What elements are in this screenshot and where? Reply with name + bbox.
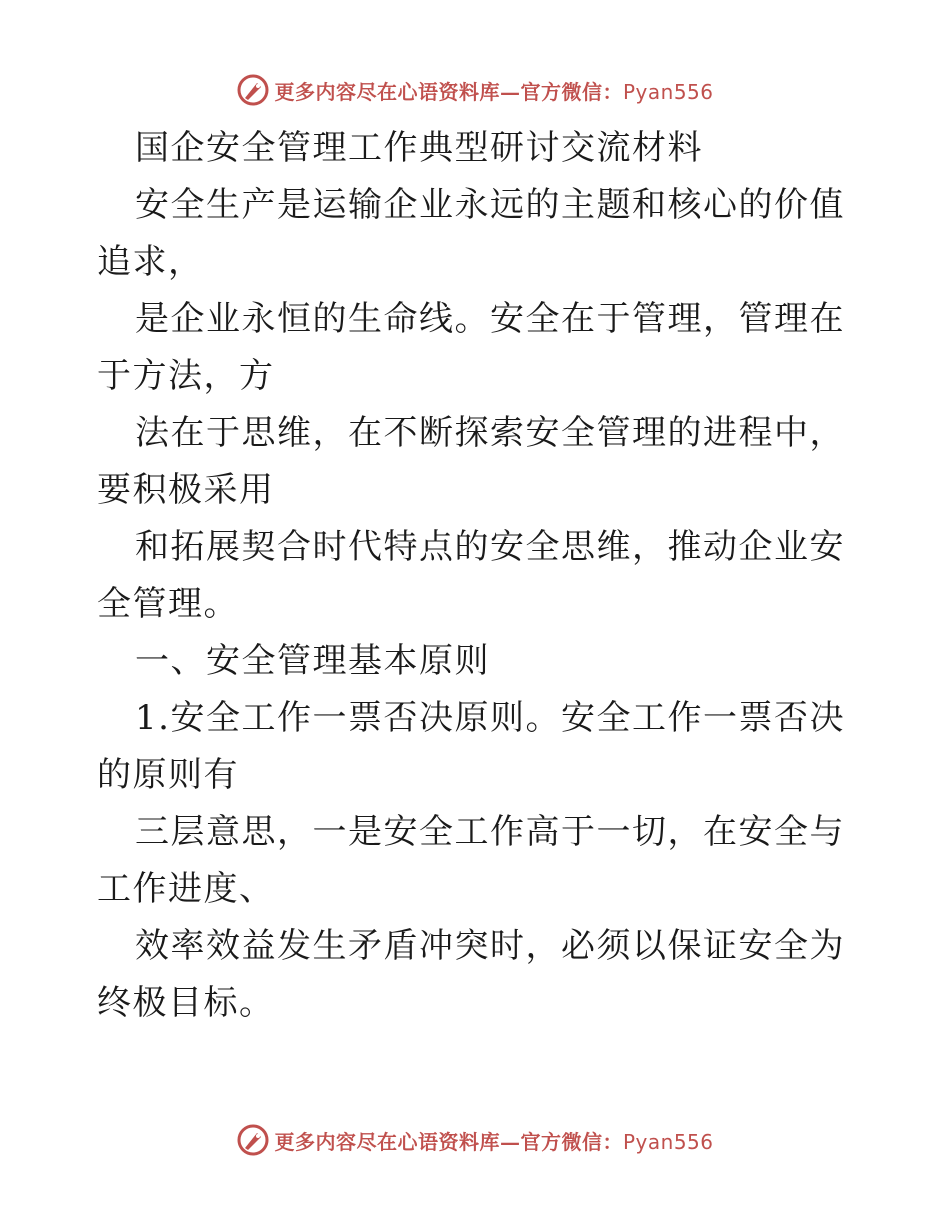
paragraph: 效率效益发生矛盾冲突时，必须以保证安全为终极目标。 bbox=[97, 926, 845, 1023]
paragraph: 和拓展契合时代特点的安全思维，推动企业安全管理。 bbox=[97, 527, 845, 624]
paragraph: 三层意思，一是安全工作高于一切，在安全与工作进度、 bbox=[97, 812, 845, 909]
pen-nib-logo-icon bbox=[236, 1123, 270, 1157]
wechat-handle: Pyan556 bbox=[622, 79, 714, 104]
paragraph: 法在于思维，在不断探索安全管理的进程中，要积极采用 bbox=[97, 413, 845, 510]
document-title: 国企安全管理工作典型研讨交流材料 bbox=[135, 128, 703, 168]
document-body bbox=[97, 120, 857, 1032]
section-heading: 一、安全管理基本原则 bbox=[135, 641, 490, 681]
paragraph: 是企业永恒的生命线。安全在于管理，管理在于方法，方 bbox=[97, 299, 845, 396]
banner-text: 更多内容尽在心语资料库—官方微信：Pyan556 bbox=[274, 1129, 714, 1154]
footer-banner bbox=[0, 1120, 950, 1160]
header-banner bbox=[0, 70, 950, 110]
pen-nib-logo-icon bbox=[236, 73, 270, 107]
wechat-handle: Pyan556 bbox=[622, 1129, 714, 1154]
banner-text: 更多内容尽在心语资料库—官方微信：Pyan556 bbox=[274, 79, 714, 104]
paragraph: 安全生产是运输企业永远的主题和核心的价值追求， bbox=[97, 185, 845, 282]
paragraph: 1.安全工作一票否决原则。安全工作一票否决的原则有 bbox=[97, 698, 845, 795]
